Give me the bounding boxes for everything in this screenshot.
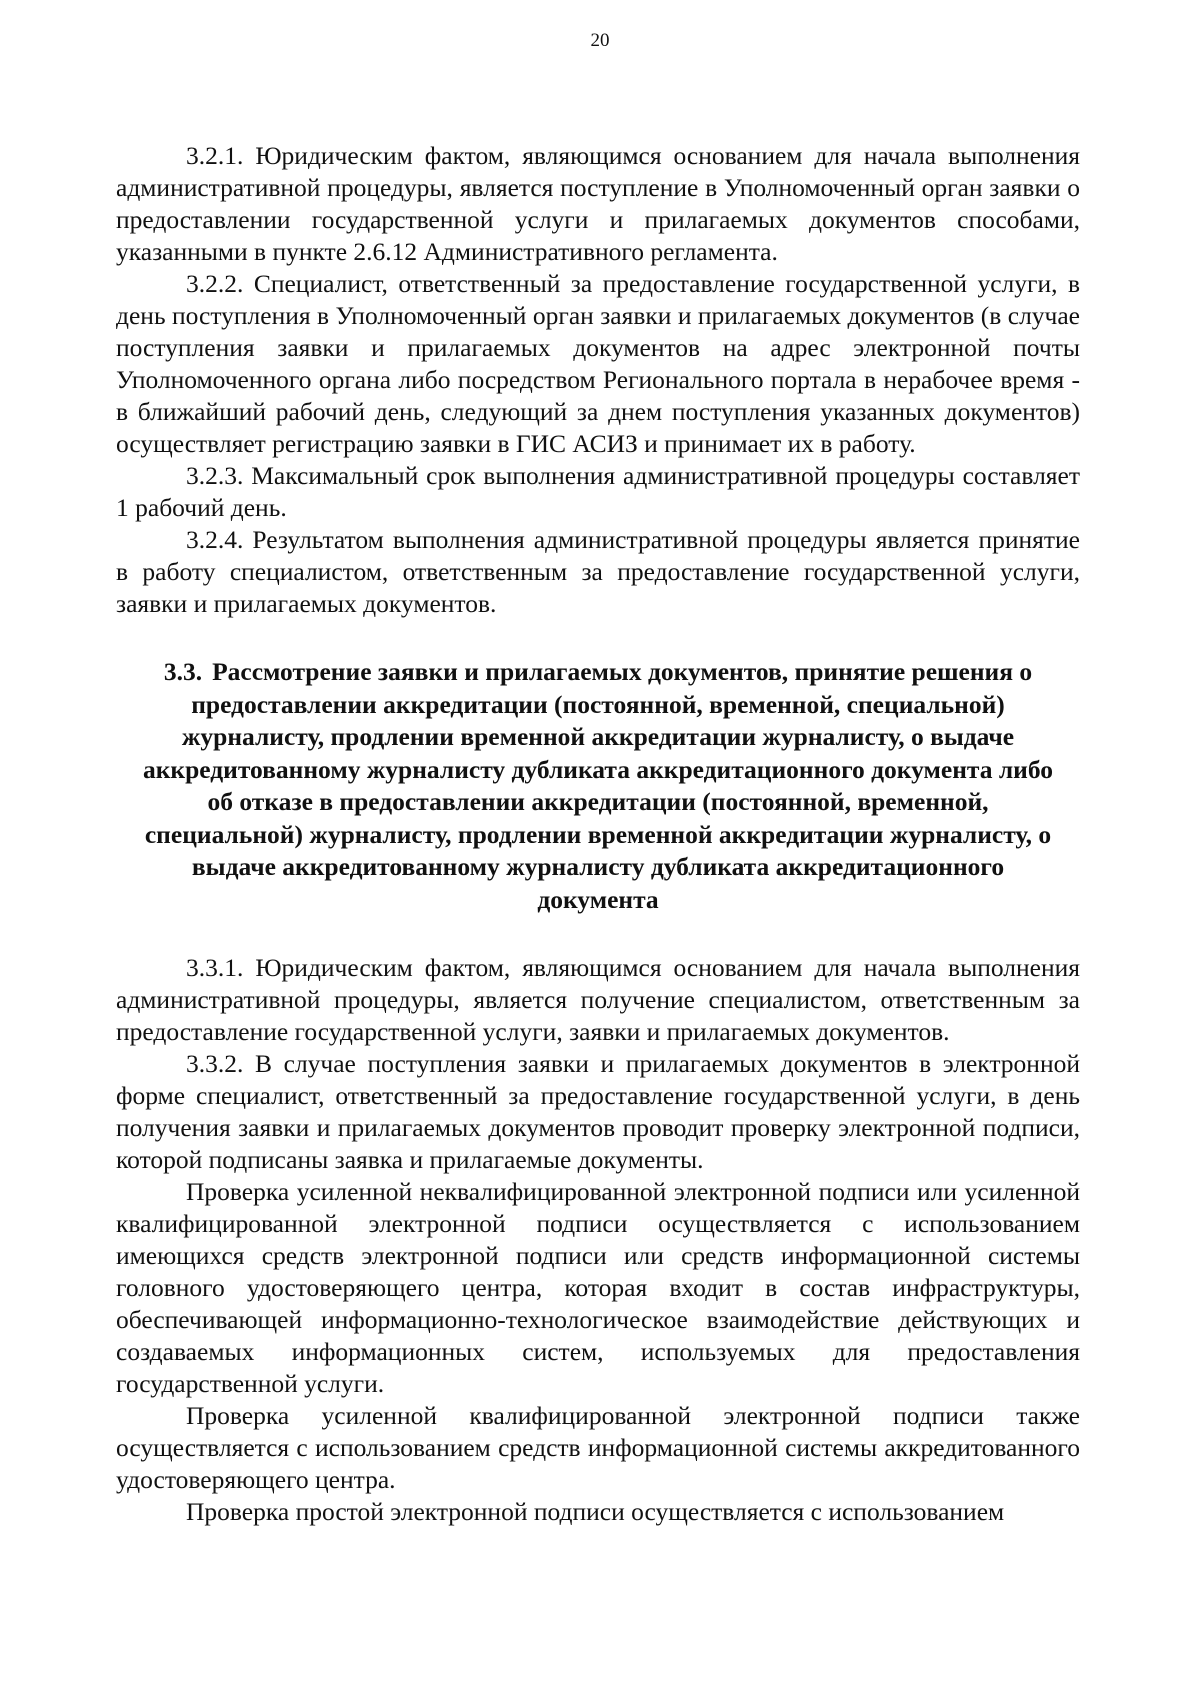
paragraph-3-2-4: 3.2.4. Результатом выполнения административной процедуры является принятие в работу специалистом, ответственным за предоставление государственной услуги, заявки и прилагаемых документов. xyxy=(116,525,1080,618)
paragraph-simple-signature-check: Проверка простой электронной подписи осуществляется с использованием xyxy=(186,1497,1005,1526)
paragraph-3-2-2: 3.2.2. Специалист, ответственный за предоставление государственной услуги, в день поступления в Уполномоченный орган заявки и прилагаемых документов (в случае поступления заявки и прилагаемых документов на адрес электронной почты Уполномоченного органа либо посредством Регионального портала в нерабочее время - в ближайший рабочий день, следующий за днем поступления указанных документов) осуществляет регистрацию заявки в ГИС АСИЗ и принимает их в работу. xyxy=(116,269,1080,458)
paragraph-3-2-1: 3.2.1. Юридическим фактом, являющимся основанием для начала выполнения административной процедуры, является поступление в Уполномоченный орган заявки о предоставлении государственной услуги и прилагаемых документов способами, указанными в пункте 2.6.12 Административного регламента. xyxy=(116,141,1080,266)
page-number: 20 xyxy=(590,30,610,51)
section-number: 3.3. xyxy=(163,657,203,686)
section-heading-3-3 xyxy=(116,656,1080,916)
paragraph-3-3-2: 3.3.2. В случае поступления заявки и прилагаемых документов в электронной форме специалист, ответственный за предоставление государственной услуги, в день получения заявки и прилагаемых документов проводит проверку электронной подписи, которой подписаны заявка и прилагаемые документы. xyxy=(116,1049,1080,1174)
paragraph-3-2-3: 3.2.3. Максимальный срок выполнения административной процедуры составляет 1 рабочий день. xyxy=(116,461,1080,522)
section-title: Рассмотрение заявки и прилагаемых документов, принятие решения о предоставлении аккредитации (постоянной, временной, специальной) журналисту, продлении временной аккредитации журналисту, о выдаче аккредитованному журналисту дубликата аккредитационного документа либо об отказе в предоставлении аккредитации (постоянной, временной, специальной) журналисту, продлении временной аккредитации журналисту, о выдаче аккредитованному журналисту дубликата аккредитационного документа xyxy=(142,657,1054,914)
document-body xyxy=(116,140,1080,1528)
paragraph-signature-check: Проверка усиленной неквалифицированной электронной подписи или усиленной квалифицированной электронной подписи осуществляется с использованием имеющихся средств электронной подписи или средств информационной системы головного удостоверяющего центра, которая входит в состав инфраструктуры, обеспечивающей информационно-технологическое взаимодействие действующих и создаваемых информационных систем, используемых для предоставления государственной услуги. xyxy=(116,1177,1080,1398)
paragraph-qualified-signature-check: Проверка усиленной квалифицированной электронной подписи также осуществляется с использованием средств информационной системы аккредитованного удостоверяющего центра. xyxy=(116,1401,1080,1494)
paragraph-3-3-1: 3.3.1. Юридическим фактом, являющимся основанием для начала выполнения административной процедуры, является получение специалистом, ответственным за предоставление государственной услуги, заявки и прилагаемых документов. xyxy=(116,953,1080,1046)
